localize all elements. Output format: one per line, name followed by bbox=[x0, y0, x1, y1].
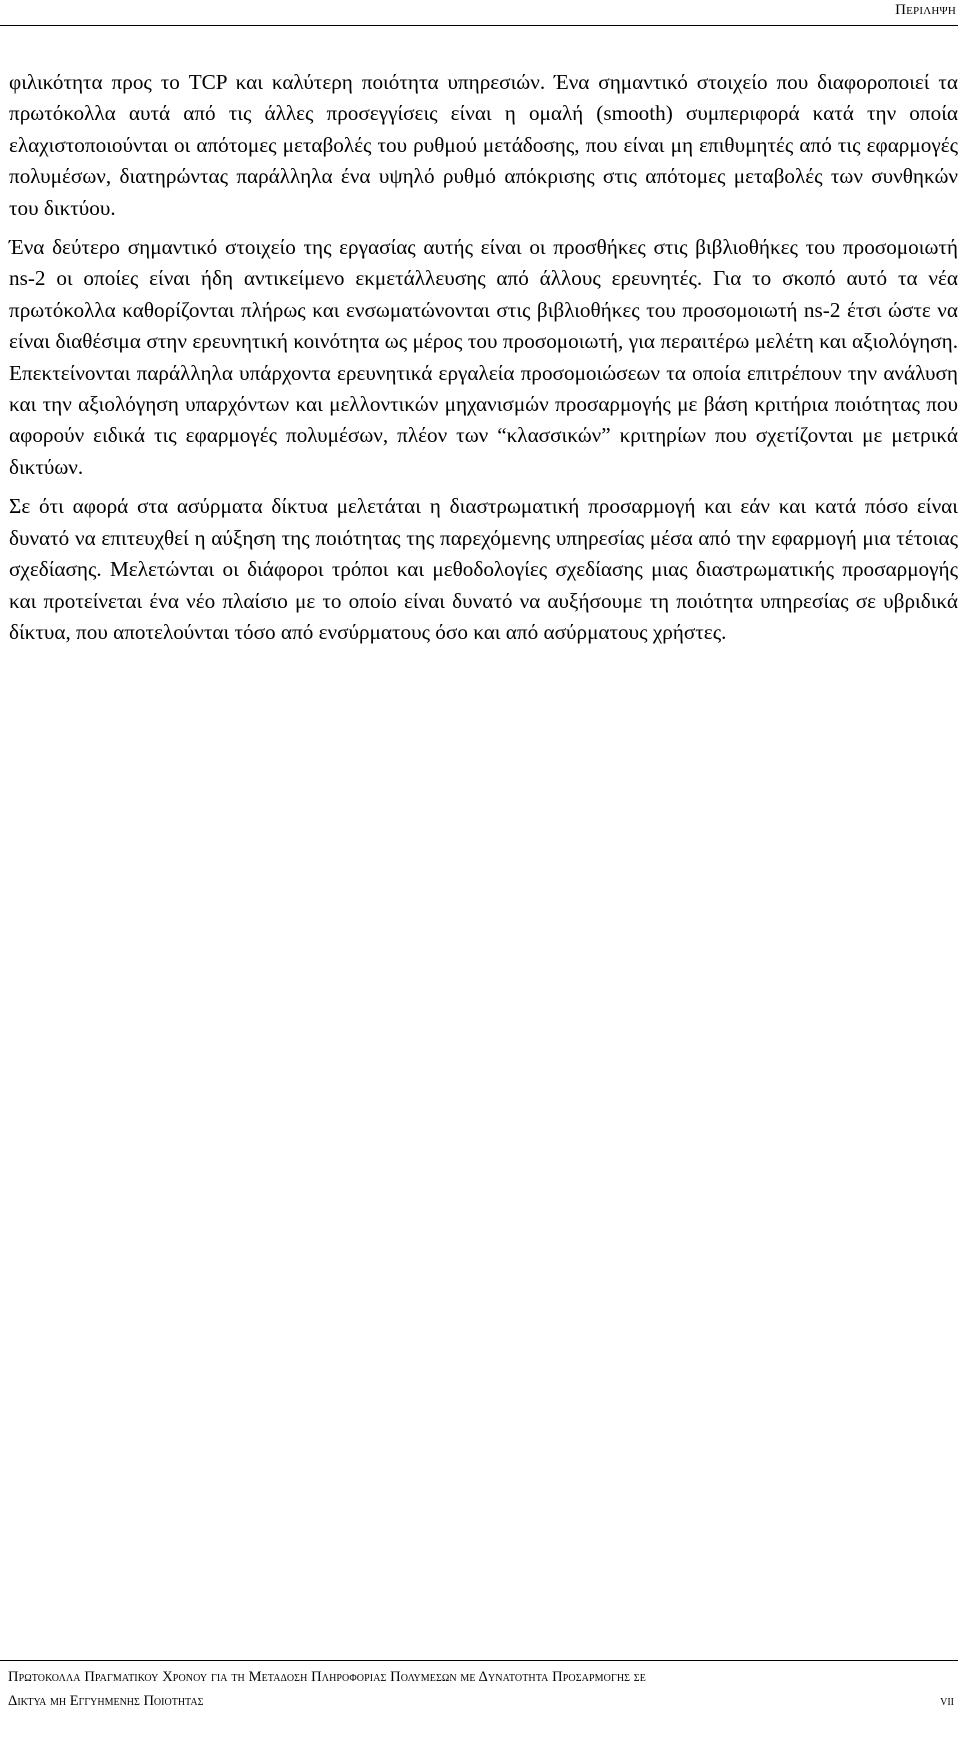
footer-title-line-1: Πρωτοκολλα Πραγματικου Χρονου για τη Μεταδοση Πληροφοριας Πολυμεσων με Δυνατοτητα Προσαρμογης σε bbox=[8, 1669, 646, 1685]
page-number: vii bbox=[940, 1693, 954, 1709]
header-rule bbox=[0, 25, 958, 26]
running-header-title: Περιληψη bbox=[895, 2, 956, 18]
footer-rule bbox=[0, 1660, 958, 1661]
running-footer bbox=[0, 1660, 958, 1743]
footer-title-line-2: Δικτυα μη Εγγυημενης Ποιοτητας bbox=[8, 1693, 204, 1709]
paragraph-1: φιλικότητα προς το TCP και καλύτερη ποιότητα υπηρεσιών. Ένα σημαντικό στοιχείο που διαφοροποιεί τα πρωτόκολλα αυτά από τις άλλες προσεγγίσεις είναι η ομαλή (smooth) συμπεριφορά κατά την οποία ελαχιστοποιούνται οι απότομες μεταβολές του ρυθμού μετάδοσης, που είναι μη επιθυμητές από τις εφαρμογές πολυμέσων, διατηρώντας παράλληλα ένα υψηλό ρυθμό απόκρισης στις απότομες μεταβολές των συνθηκών του δικτύου. bbox=[9, 70, 958, 220]
running-header bbox=[0, 0, 958, 26]
body-text bbox=[9, 67, 958, 656]
paragraph-3: Σε ότι αφορά στα ασύρματα δίκτυα μελετάται η διαστρωματική προσαρμογή και εάν και κατά πόσο είναι δυνατό να επιτευχθεί η αύξηση της ποιότητας της παρεχόμενης υπηρεσίας μέσα από την εφαρμογή μια τέτοιας σχεδίασης. Μελετώνται οι διάφοροι τρόποι και μεθοδολογίες σχεδίασης μιας διαστρωματικής προσαρμογής και προτείνεται ένα νέο πλαίσιο με το οποίο είναι δυνατό να αυξήσουμε τη ποιότητα υπηρεσίας σε υβριδικά δίκτυα, που αποτελούνται τόσο από ενσύρματους όσο και από ασύρματους χρήστες. bbox=[9, 494, 958, 644]
paragraph-2: Ένα δεύτερο σημαντικό στοιχείο της εργασίας αυτής είναι οι προσθήκες στις βιβλιοθήκες του προσομοιωτή ns-2 οι οποίες είναι ήδη αντικείμενο εκμετάλλευσης από άλλους ερευνητές. Για το σκοπό αυτό τα νέα πρωτόκολλα καθορίζονται πλήρως και ενσωματώνονται στις βιβλιοθήκες του προσομοιωτή ns-2 έτσι ώστε να είναι διαθέσιμα στην ερευνητική κοινότητα ως μέρος του προσομοιωτή, για περαιτέρω μελέτη και αξιολόγηση. Επεκτείνονται παράλληλα υπάρχοντα ερευνητικά εργαλεία προσομοιώσεων τα οποία επιτρέπουν την ανάλυση και την αξιολόγηση υπαρχόντων και μελλοντικών μηχανισμών προσαρμογής με βάση κριτήρια ποιότητας που αφορούν ειδικά τις εφαρμογές πολυμέσων, πλέον των “κλασσικών” κριτηρίων που σχετίζονται με μετρικά δικτύων. bbox=[9, 235, 958, 479]
